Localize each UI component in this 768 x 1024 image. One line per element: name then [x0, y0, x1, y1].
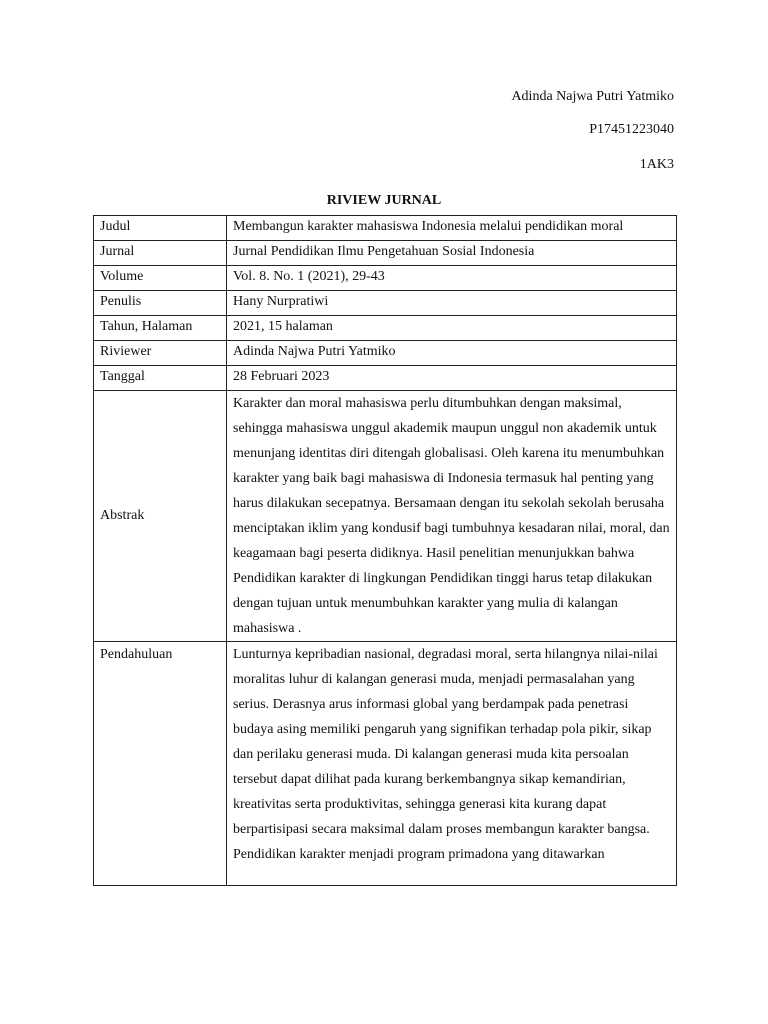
- row-label: Tahun, Halaman: [94, 316, 227, 341]
- table-row-volume: [94, 266, 677, 291]
- row-value: 2021, 15 halaman: [227, 316, 677, 341]
- table-row-riviewer: [94, 341, 677, 366]
- table-row-judul: [94, 216, 677, 241]
- row-value: Vol. 8. No. 1 (2021), 29-43: [227, 266, 677, 291]
- row-label: Volume: [94, 266, 227, 291]
- row-label: Jurnal: [94, 241, 227, 266]
- author-name: Adinda Najwa Putri Yatmiko: [511, 89, 674, 104]
- introduction-cell: [227, 642, 677, 886]
- row-label: Riviewer: [94, 341, 227, 366]
- table-row-pendahuluan: [94, 642, 677, 886]
- abstract-text: Karakter dan moral mahasiswa perlu ditumbuhkan dengan maksimal, sehingga mahasiswa unggul akademik maupun unggul non akademik untuk menunjang identitas diri ditengah globalisasi. Oleh karena itu menumbuhkan karakter yang baik bagi mahasiswa di Indonesia termasuk hal penting yang harus dilakukan secepatnya. Bersamaan dengan itu sekolah sekolah berusaha menciptakan iklim yang kondusif bagi tumbuhnya kesadaran nilai, moral, dan keagamaan bagi peserta didiknya. Hasil penelitian menunjukkan bahwa Pendidikan karakter di lingkungan Pendidikan tinggi harus tetap dilakukan dengan tujuan untuk menumbuhkan karakter yang mulia di kalangan mahasiswa .: [227, 391, 677, 642]
- row-label: Judul: [94, 216, 227, 241]
- row-value: Adinda Najwa Putri Yatmiko: [227, 341, 677, 366]
- row-label: Pendahuluan: [94, 642, 227, 886]
- row-label: Penulis: [94, 291, 227, 316]
- class-code: 1AK3: [639, 157, 674, 172]
- row-value: Jurnal Pendidikan Ilmu Pengetahuan Sosial Indonesia: [227, 241, 677, 266]
- student-id: P17451223040: [589, 122, 674, 137]
- row-value: Membangun karakter mahasiswa Indonesia melalui pendidikan moral: [227, 216, 677, 241]
- row-label: Tanggal: [94, 366, 227, 391]
- table-row-tanggal: [94, 366, 677, 391]
- table-row-jurnal: [94, 241, 677, 266]
- table-row-tahun-halaman: [94, 316, 677, 341]
- row-value: 28 Februari 2023: [227, 366, 677, 391]
- introduction-text: Lunturnya kepribadian nasional, degradasi moral, serta hilangnya nilai-nilai moralitas luhur di kalangan generasi muda, menjadi permasalahan yang serius. Derasnya arus informasi global yang berdampak pada penetrasi budaya asing memiliki pengaruh yang signifikan terhadap pola pikir, sikap dan perilaku generasi muda. Di kalangan generasi muda kita persoalan tersebut dapat dilihat pada kurang berkembangnya sikap kemandirian, kreativitas serta produktivitas, sehingga generasi kita kurang dapat berpartisipasi secara maksimal dalam proses membangun karakter bangsa. Pendidikan karakter menjadi program primadona yang ditawarkan: [233, 647, 658, 862]
- table-row-abstrak: [94, 391, 677, 642]
- row-value: Hany Nurpratiwi: [227, 291, 677, 316]
- review-table: [93, 215, 677, 886]
- document-title: RIVIEW JURNAL: [326, 193, 442, 208]
- row-label: Abstrak: [94, 391, 227, 642]
- table-row-penulis: [94, 291, 677, 316]
